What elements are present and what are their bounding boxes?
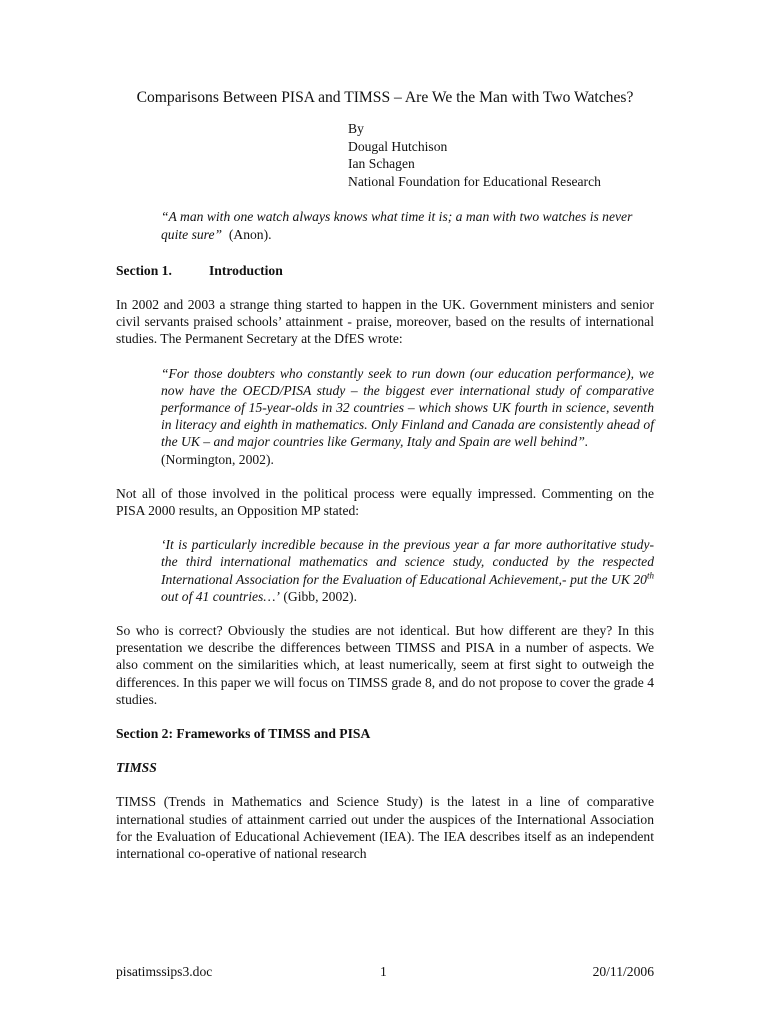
paragraph: Not all of those involved in the political process were equally impressed. Commenting on the PISA 2000 results, an Opposition MP stated:	[116, 485, 654, 519]
footer-filename: pisatimssips3.doc	[116, 964, 213, 979]
footer-page-number: 1	[380, 964, 387, 979]
block-quote	[161, 536, 654, 605]
section-1-heading	[116, 262, 654, 279]
author-name: Dougal Hutchison	[348, 138, 448, 154]
quote-text: ‘It is particularly incredible because in the previous year a far more authoritative study- the third international mathematics and science study, conducted by the respected International Association for the Evaluation of Educational Achievement,- put the UK 20	[161, 537, 654, 587]
author-affiliation: National Foundation for Educational Research	[348, 173, 601, 189]
section-2-heading: Section 2: Frameworks of TIMSS and PISA	[116, 726, 371, 742]
paragraph: So who is correct? Obviously the studies are not identical. But how different are they? In this presentation we describe the differences between TIMSS and PISA in a number of aspects. We also comment on the similarities which, at least numerically, seem at first sight to outweigh the differences. In this paper we will focus on TIMSS grade 8, and do not propose to cover the grade 4 studies.	[116, 623, 654, 707]
author-block	[348, 120, 654, 190]
by-line: By	[348, 121, 364, 136]
subheading: TIMSS	[116, 760, 157, 776]
epigraph-text: “A man with one watch always knows what time it is; a man with two watches is never quite sure”	[161, 209, 633, 242]
quote-reference: (Gibb, 2002).	[279, 588, 357, 604]
superscript: th	[646, 570, 654, 581]
paragraph: In 2002 and 2003 a strange thing started to happen in the UK. Government ministers and senior civil servants praised schools’ attainment - praise, moreover, based on the results of international studies. The Permanent Secretary at the DfES wrote:	[116, 296, 654, 347]
section-title: Introduction	[209, 262, 283, 278]
block-quote	[161, 365, 654, 468]
paragraph: TIMSS (Trends in Mathematics and Science Study) is the latest in a line of comparative international studies of attainment carried out under the auspices of the International Association for the Evaluation of Educational Achievement (IEA). The IEA describes itself as an independent international co-operative of national research	[116, 794, 654, 862]
footer-date: 20/11/2006	[592, 964, 654, 979]
author-name: Ian Schagen	[348, 156, 415, 172]
epigraph	[161, 208, 654, 242]
epigraph-attribution: (Anon).	[228, 226, 272, 242]
document-page	[116, 88, 654, 879]
quote-text: “For those doubters who constantly seek to run down (our education performance), we now have the OECD/PISA study – the biggest ever international study of comparative performance of 15-year-olds in 32 countries – which shows UK fourth in science, seventh in literacy and eighth in mathematics. Only Finland and Canada are consistently ahead of the UK – and major countries like Germany, Italy and Spain are well behind”.	[161, 365, 654, 450]
quote-reference: (Normington, 2002).	[161, 451, 274, 467]
section-number: Section 1.	[116, 262, 172, 278]
document-title: Comparisons Between PISA and TIMSS – Are We the Man with Two Watches?	[136, 89, 634, 106]
quote-text: out of 41 countries…’	[161, 588, 280, 604]
